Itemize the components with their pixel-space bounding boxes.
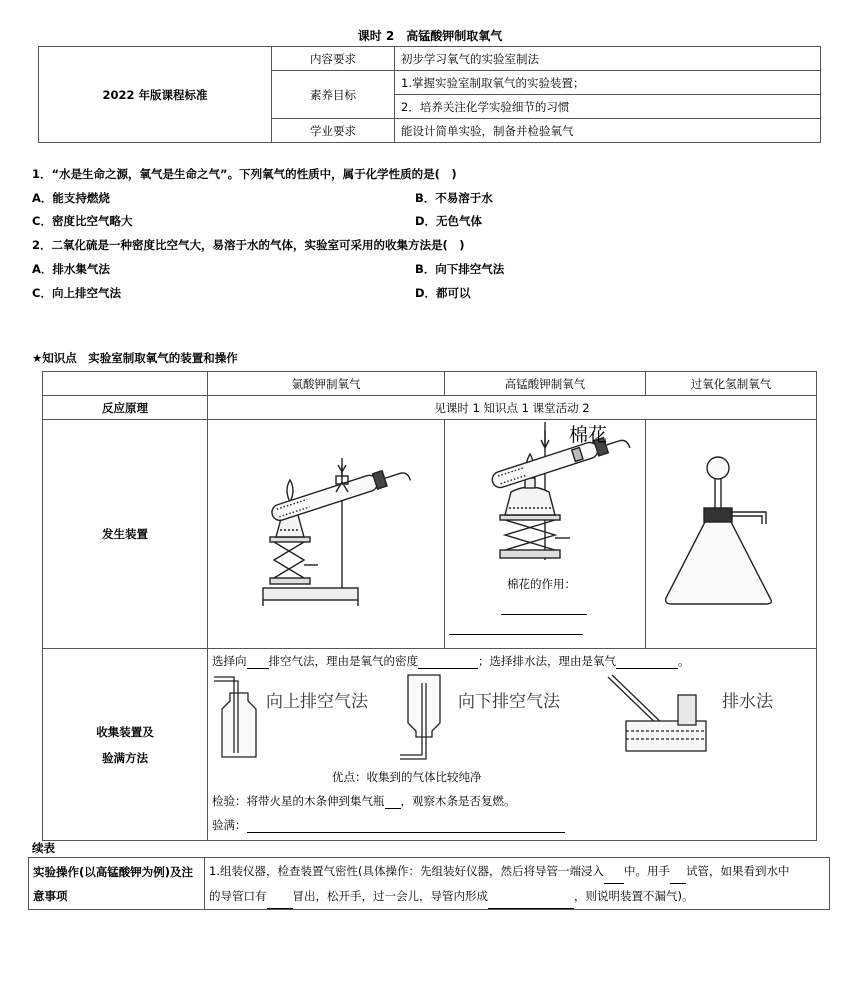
answer-blank[interactable] bbox=[670, 859, 686, 884]
kmno4-apparatus-cell bbox=[445, 420, 646, 649]
collect-label bbox=[43, 649, 208, 841]
answer-blank[interactable] bbox=[449, 634, 583, 635]
operation-label bbox=[29, 858, 205, 910]
standard-label: 2022 年版课程标准 bbox=[39, 47, 272, 143]
standard-key: 学业要求 bbox=[272, 119, 395, 143]
method-down-label: 向下排空气法 bbox=[458, 692, 560, 712]
collect-text: 排空气法，理由是氧气的密度 bbox=[268, 654, 418, 668]
operation-text-part: 试管，如果看到水中 bbox=[685, 863, 790, 878]
advantage-text: 优点：收集到的气体比较纯净 bbox=[332, 770, 482, 784]
operation-line bbox=[209, 884, 825, 909]
full-text: 验满： bbox=[212, 818, 247, 832]
operation-label-line: 实验操作(以高锰酸钾为例)及注 bbox=[33, 864, 194, 879]
answer-blank[interactable] bbox=[488, 884, 574, 909]
standard-table bbox=[38, 46, 821, 143]
method-water-label: 排水法 bbox=[722, 692, 773, 712]
operation-text-part: 中。用手 bbox=[623, 863, 670, 878]
standard-value: 能设计简单实验，制备并检验氧气 bbox=[395, 119, 821, 143]
operation-text-part: 冒出，松开手，过一会儿，导管内形成 bbox=[292, 888, 488, 903]
operation-table bbox=[28, 857, 830, 910]
answer-blank[interactable] bbox=[501, 614, 587, 615]
answer-blank[interactable] bbox=[267, 884, 293, 909]
question-option: A．排水集气法 bbox=[32, 262, 110, 276]
question-option: C．密度比空气略大 bbox=[32, 214, 133, 228]
standard-value: 2．培养关注化学实验细节的习惯 bbox=[395, 95, 821, 119]
kclo3-apparatus-image bbox=[208, 420, 445, 648]
operation-line bbox=[209, 859, 825, 884]
downward-air-bottle-image bbox=[396, 671, 448, 763]
upward-air-bottle-image bbox=[212, 671, 264, 763]
question-option: C．向上排空气法 bbox=[32, 286, 121, 300]
question-option: B．向下排空气法 bbox=[415, 262, 505, 276]
device-label: 发生装置 bbox=[43, 420, 208, 649]
h2o2-apparatus-image bbox=[646, 420, 817, 648]
collect-text: 。 bbox=[678, 654, 690, 668]
knowledge-heading: ★知识点 实验室制取氧气的装置和操作 bbox=[32, 351, 238, 365]
question-option: D．都可以 bbox=[415, 286, 471, 300]
operation-text-part: 的导管口有 bbox=[209, 888, 267, 903]
answer-blank[interactable] bbox=[247, 654, 269, 669]
header-h2o2: 过氧化氢制氧气 bbox=[646, 372, 817, 396]
h2o2-apparatus-cell bbox=[646, 420, 817, 649]
collect-label-line: 验满方法 bbox=[102, 750, 148, 765]
question-stem: 1．“水是生命之源，氧气是生命之气”。下列氧气的性质中，属于化学性质的是( ) bbox=[32, 167, 457, 181]
check-line bbox=[212, 793, 516, 809]
question-option: D．无色气体 bbox=[415, 214, 483, 228]
cotton-role-label: 棉花的作用： bbox=[507, 577, 576, 591]
operation-label-line: 意事项 bbox=[33, 888, 68, 903]
cotton-label: 棉花 bbox=[569, 424, 608, 446]
knowledge-table bbox=[42, 371, 817, 841]
operation-text bbox=[205, 858, 830, 910]
question-option: B．不易溶于水 bbox=[415, 191, 493, 205]
standard-key: 内容要求 bbox=[272, 47, 395, 71]
answer-blank[interactable] bbox=[247, 818, 565, 833]
operation-text-part: 1.组装仪器，检查装置气密性(具体操作：先组装好仪器，然后将导管一端浸入 bbox=[209, 863, 604, 878]
collect-reason-line bbox=[212, 653, 690, 669]
question-option: A．能支持燃烧 bbox=[32, 191, 110, 205]
header-kmno4: 高锰酸钾制氧气 bbox=[445, 372, 646, 396]
collect-cell bbox=[208, 649, 817, 841]
collect-text: 选择向 bbox=[212, 654, 247, 668]
kclo3-apparatus-cell bbox=[208, 420, 445, 649]
standard-value: 1.掌握实验室制取氧气的实验装置； bbox=[395, 71, 821, 95]
check-text: ，观察木条是否复燃。 bbox=[400, 794, 516, 808]
method-up-label: 向上排空气法 bbox=[266, 692, 368, 712]
page-title: 课时 2 高锰酸钾制取氧气 bbox=[357, 29, 503, 43]
question-stem: 2．二氧化硫是一种密度比空气大，易溶于水的气体，实验室可采用的收集方法是( ) bbox=[32, 238, 465, 252]
answer-blank[interactable] bbox=[604, 859, 624, 884]
full-line bbox=[212, 817, 565, 833]
check-text: 检验：将带火星的木条伸到集气瓶 bbox=[212, 794, 385, 808]
principle-label: 反应原理 bbox=[43, 396, 208, 420]
collect-label-line: 收集装置及 bbox=[96, 724, 154, 739]
header-kclo3: 氯酸钾制氧气 bbox=[208, 372, 445, 396]
standard-value: 初步学习氧气的实验室制法 bbox=[395, 47, 821, 71]
standard-key: 素养目标 bbox=[272, 71, 395, 119]
principle-text: 见课时 1 知识点 1 课堂活动 2 bbox=[208, 396, 817, 420]
answer-blank[interactable] bbox=[418, 654, 478, 669]
collect-text: ；选择排水法，理由是氧气 bbox=[478, 654, 616, 668]
continued-label: 续表 bbox=[32, 841, 55, 855]
water-collection-image bbox=[604, 671, 714, 763]
answer-blank[interactable] bbox=[385, 794, 401, 809]
operation-text-part: ，则说明装置不漏气)。 bbox=[574, 888, 694, 903]
answer-blank[interactable] bbox=[616, 654, 678, 669]
